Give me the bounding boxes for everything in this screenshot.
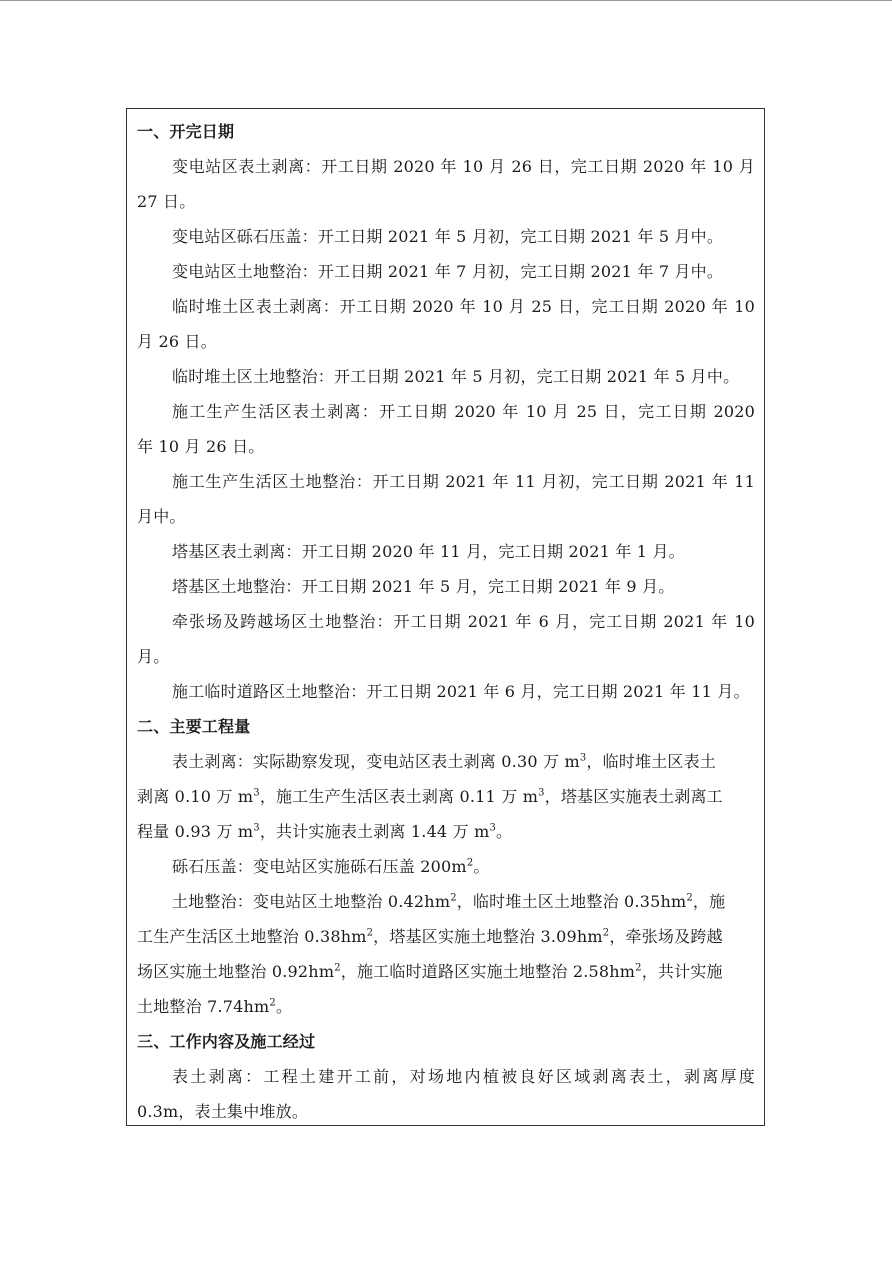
unit-superscript: 2 [269, 997, 276, 1009]
paragraph-line: 变电站区土地整治：开工日期 2021 年 7 月初，完工日期 2021 年 7 月中。 [172, 262, 724, 281]
text-run: ，塔基区实施表土剥离工 [544, 787, 723, 806]
paragraph-line [137, 884, 755, 919]
text-run: 。 [473, 857, 490, 876]
unit-superscript: 2 [635, 962, 642, 974]
text-run: ，施工生产生活区表土剥离 0.11 万 m [259, 787, 539, 806]
page-top-rule [0, 0, 892, 1]
unit-superscript: 2 [334, 962, 341, 974]
text-run: 表土剥离：实际勘察发现，变电站区表土剥离 0.30 万 m [172, 752, 580, 771]
text-run: ，临时堆土区表土 [586, 752, 717, 771]
paragraph-line [137, 814, 755, 849]
unit-superscript: 3 [253, 787, 260, 799]
paragraph-line [137, 849, 755, 884]
text-run: 土地整治 7.74hm [137, 997, 270, 1016]
paragraph-line: 施工生产生活区表土剥离：开工日期 2020 年 10 月 25 日，完工日期 2020 [172, 402, 755, 421]
unit-superscript: 2 [366, 927, 374, 939]
paragraph-line [137, 989, 755, 1024]
paragraph-line: 施工临时道路区土地整治：开工日期 2021 年 6 月，完工日期 2021 年 11 月。 [172, 682, 750, 701]
unit-superscript: 3 [253, 822, 260, 834]
paragraph-line: 施工生产生活区土地整治：开工日期 2021 年 11 月初，完工日期 2021 年 11 [172, 472, 755, 491]
paragraph-line: 临时堆土区表土剥离：开工日期 2020 年 10 月 25 日，完工日期 2020 年 10 [172, 297, 755, 316]
unit-superscript: 2 [450, 892, 457, 904]
text-run: 土地整治：变电站区土地整治 0.42hm [172, 892, 451, 911]
unit-superscript: 3 [538, 787, 545, 799]
text-run: ，施 [692, 892, 726, 911]
paragraph-line: 变电站区表土剥离：开工日期 2020 年 10 月 26 日，完工日期 2020 年 10 月 [172, 157, 755, 176]
document-table-cell [126, 108, 765, 1126]
paragraph-line: 表土剥离：工程土建开工前，对场地内植被良好区域剥离表土，剥离厚度 [172, 1067, 755, 1086]
paragraph-line: 27 日。 [137, 192, 196, 211]
paragraph-line: 月。 [137, 647, 170, 666]
unit-superscript: 2 [602, 927, 610, 939]
text-run: ，塔基区实施土地整治 3.09hm [373, 927, 603, 946]
unit-superscript: 2 [466, 857, 474, 869]
paragraph-line [137, 744, 755, 779]
text-run: ，共计实施 [641, 962, 723, 981]
text-run: 。 [275, 997, 293, 1016]
paragraph-line: 临时堆土区土地整治：开工日期 2021 年 5 月初，完工日期 2021 年 5 月中。 [172, 367, 740, 386]
section-1-heading: 一、开完日期 [137, 122, 235, 141]
unit-superscript: 3 [579, 752, 587, 764]
text-run: 剥离 0.10 万 m [137, 787, 254, 806]
paragraph-line: 年 10 月 26 日。 [137, 437, 265, 456]
text-run: 场区实施土地整治 0.92hm [137, 962, 335, 981]
unit-superscript: 3 [489, 822, 497, 834]
paragraph-line: 变电站区砾石压盖：开工日期 2021 年 5 月初，完工日期 2021 年 5 月中。 [172, 227, 724, 246]
text-run: ，共计实施表土剥离 1.44 万 m [259, 822, 490, 841]
text-run: ，临时堆土区土地整治 0.35hm [456, 892, 687, 911]
text-run: ，牵张场及跨越 [609, 927, 723, 946]
paragraph-line [137, 919, 755, 954]
unit-superscript: 2 [686, 892, 693, 904]
text-run: 工生产生活区土地整治 0.38hm [137, 927, 367, 946]
text-run: 程量 0.93 万 m [137, 822, 254, 841]
text-run: 砾石压盖：变电站区实施砾石压盖 200m [172, 857, 467, 876]
paragraph-line: 月中。 [137, 507, 186, 526]
text-run: 。 [496, 822, 513, 841]
paragraph-line: 塔基区土地整治：开工日期 2021 年 5 月，完工日期 2021 年 9 月。 [172, 577, 675, 596]
paragraph-line: 0.3m，表土集中堆放。 [137, 1102, 309, 1121]
text-run: ，施工临时道路区实施土地整治 2.58hm [340, 962, 636, 981]
paragraph-line: 塔基区表土剥离：开工日期 2020 年 11 月，完工日期 2021 年 1 月。 [172, 542, 685, 561]
paragraph-line: 牵张场及跨越场区土地整治：开工日期 2021 年 6 月，完工日期 2021 年 10 [172, 612, 755, 631]
paragraph-line [137, 779, 755, 814]
section-3-heading: 三、工作内容及施工经过 [137, 1032, 316, 1051]
section-2-heading: 二、主要工程量 [137, 717, 251, 736]
paragraph-line [137, 954, 755, 989]
paragraph-line: 月 26 日。 [137, 332, 217, 351]
